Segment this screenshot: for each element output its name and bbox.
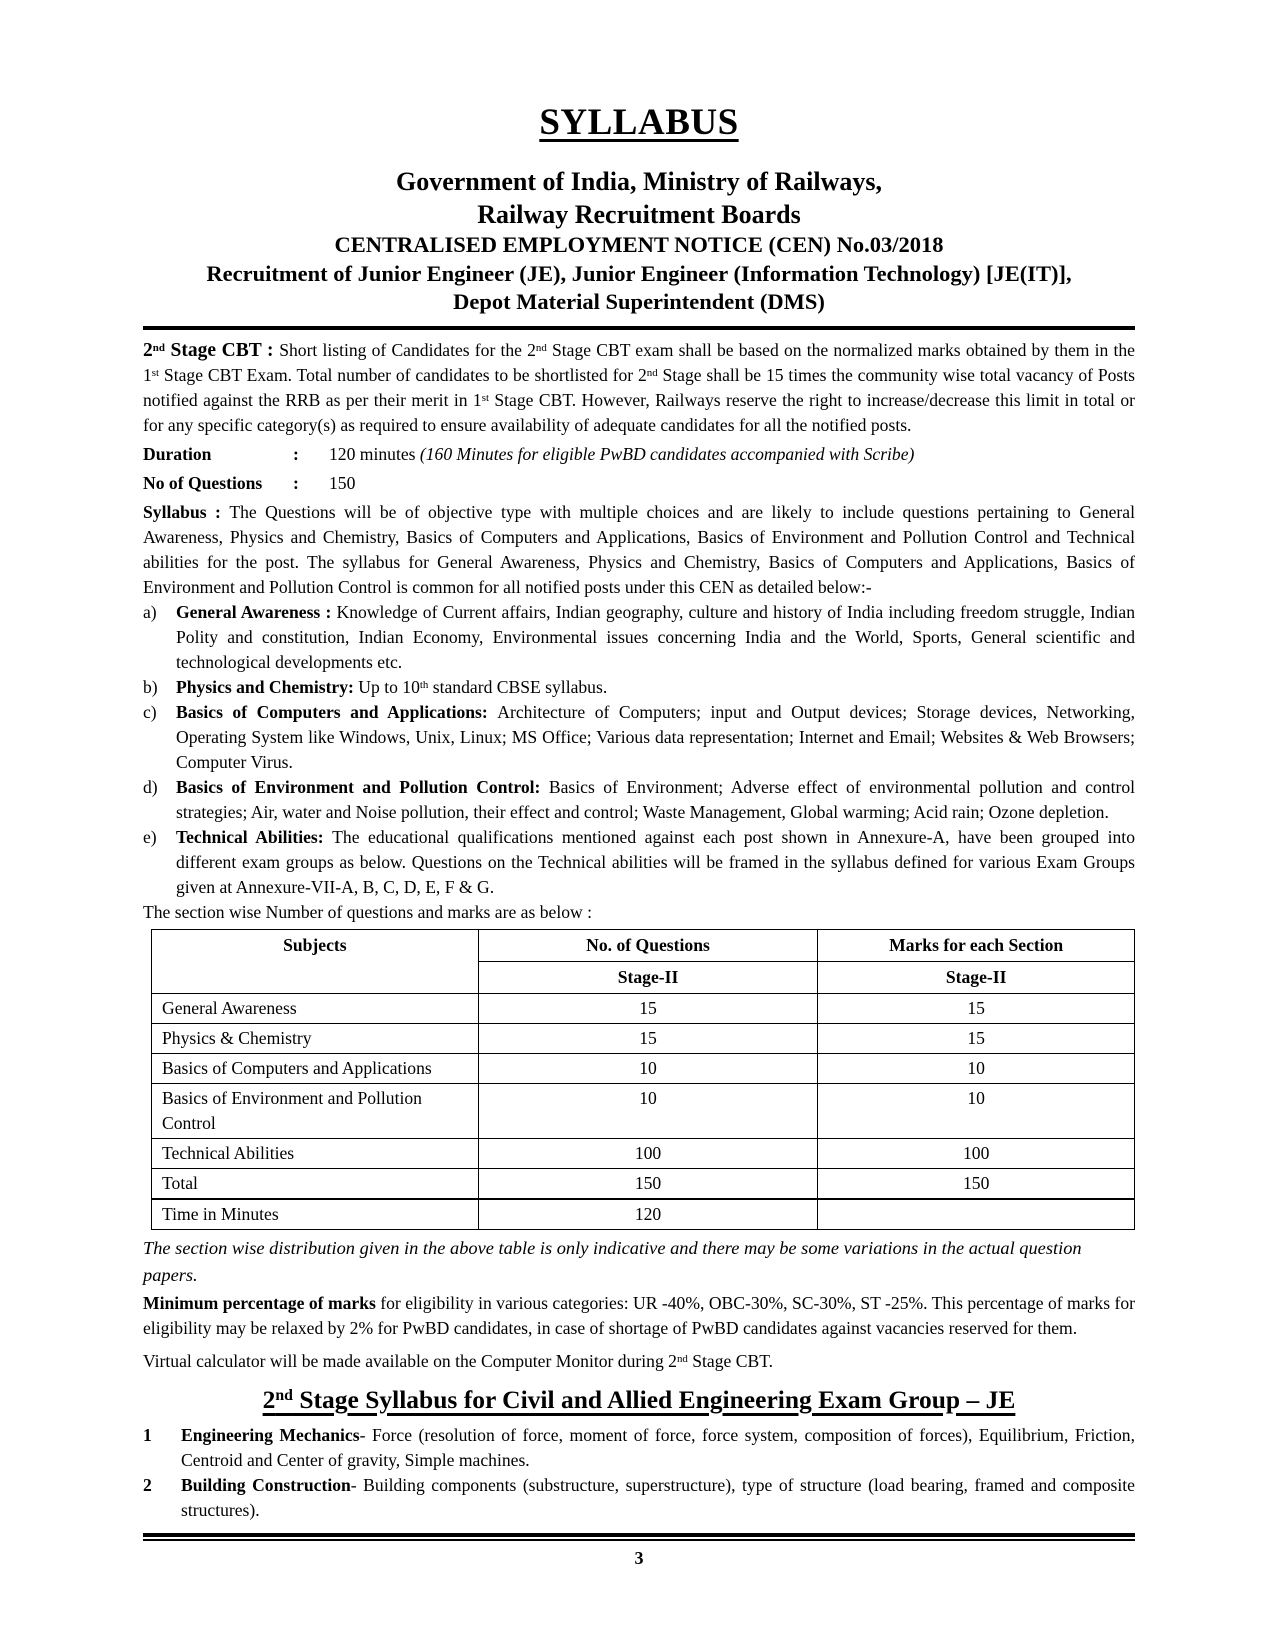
table-row xyxy=(152,1023,1135,1053)
questions-value: 150 xyxy=(329,472,356,493)
value-cell: 10 xyxy=(478,1053,818,1083)
header-line-recruitment: Recruitment of Junior Engineer (JE), Junior Engineer (Information Technology) [JE(IT)], xyxy=(206,260,1072,286)
exam-group-heading xyxy=(143,1383,1135,1416)
table-note: The section wise distribution given in the above table is only indicative and there may be some variations in the actual question papers. xyxy=(143,1237,1082,1285)
header-line-cen: CENTRALISED EMPLOYMENT NOTICE (CEN) No.03/2018 xyxy=(334,232,944,257)
header-line-ministry: Government of India, Ministry of Railways, xyxy=(395,167,883,196)
header-marks: Marks for each Section xyxy=(818,929,1135,961)
numbered-item-1 xyxy=(143,1423,1135,1473)
minimum-marks-paragraph: Minimum percentage of marks for eligibility in various categories: UR -40%, OBC-30%, SC-30%, ST -25%. This percentage of marks for eligibility may be relaxed by 2% for PwBD candidates, in case of shortage of PwBD candidates against vacancies reserved for them. xyxy=(143,1292,1135,1338)
exam-group-heading-text: 2nd Stage Syllabus for Civil and Allied Engineering Exam Group – JE xyxy=(262,1384,1016,1414)
subject-cell: Physics & Chemistry xyxy=(152,1023,479,1053)
value-cell: 100 xyxy=(818,1138,1135,1168)
item-marker: 1 xyxy=(143,1424,152,1445)
table-row xyxy=(152,1138,1135,1168)
calculator-paragraph: Virtual calculator will be made available on the Computer Monitor during 2nd Stage CBT. xyxy=(143,1350,774,1371)
header-divider-rule xyxy=(143,326,1135,330)
lettered-item-d xyxy=(143,775,1135,825)
duration-row xyxy=(143,442,1135,467)
value-cell: 15 xyxy=(478,993,818,1023)
lettered-item-a xyxy=(143,600,1135,675)
document-title: SYLLABUS xyxy=(539,102,739,143)
item-marker: b) xyxy=(143,676,158,697)
page-number: 3 xyxy=(634,1547,644,1568)
page-bottom-rule xyxy=(143,1533,1135,1541)
table-intro: The section wise Number of questions and marks are as below : xyxy=(143,901,593,922)
value-cell: 15 xyxy=(478,1023,818,1053)
subject-cell: Technical Abilities xyxy=(152,1138,479,1168)
item-text: Physics and Chemistry: Up to 10th standard CBSE syllabus. xyxy=(176,676,608,697)
header-subjects: Subjects xyxy=(152,929,479,993)
intro-paragraph: 2nd Stage CBT : Short listing of Candidates for the 2nd Stage CBT exam shall be based on the normalized marks obtained by them in the 1st Stage CBT Exam. Total number of candidates to be shortlisted for 2nd Stage shall be 15 times the community wise total vacancy of Posts notified against the RRB as per their merit in 1st Stage CBT. However, Railways reserve the right to increase/decrease this limit in total or for any specific category(s) as required to ensure availability of adequate candidates for all the notified posts. xyxy=(143,339,1135,435)
value-cell: 150 xyxy=(478,1168,818,1199)
lettered-item-b xyxy=(143,675,1135,700)
subject-cell: Total xyxy=(152,1168,479,1199)
duration-label: Duration xyxy=(143,443,212,464)
item-marker: a) xyxy=(143,601,157,622)
questions-colon: : xyxy=(293,472,299,493)
value-cell: 150 xyxy=(818,1168,1135,1199)
subject-cell: Time in Minutes xyxy=(152,1199,479,1230)
header-line-boards: Railway Recruitment Boards xyxy=(477,200,801,229)
duration-value: 120 minutes (160 Minutes for eligible PwBD candidates accompanied with Scribe) xyxy=(329,443,915,464)
value-cell: 10 xyxy=(818,1083,1135,1138)
table-row xyxy=(152,1083,1135,1138)
item-text: Basics of Environment and Pollution Control: Basics of Environment; Adverse effect of environmental pollution and control strategies; Air, water and Noise pollution, their effect and control; Waste Management, Global warming; Acid rain; Ozone depletion. xyxy=(176,776,1136,822)
questions-label: No of Questions xyxy=(143,472,263,493)
table-header-row xyxy=(152,929,1135,961)
value-cell xyxy=(818,1199,1135,1230)
questions-row xyxy=(143,471,1135,496)
subheader-stage: Stage-II xyxy=(818,961,1135,993)
item-marker: e) xyxy=(143,826,157,847)
lettered-item-c xyxy=(143,700,1135,775)
item-marker: 2 xyxy=(143,1474,152,1495)
item-marker: c) xyxy=(143,701,157,722)
item-text: Basics of Computers and Applications: Architecture of Computers; input and Output devices; Storage devices, Networking, Operating System like Windows, Unix, Linux; MS Office; Various data representation; Internet and Email; Websites & Web Browsers; Computer Virus. xyxy=(176,701,1135,772)
lettered-item-e xyxy=(143,825,1135,900)
value-cell: 100 xyxy=(478,1138,818,1168)
table-row xyxy=(152,993,1135,1023)
item-text: Engineering Mechanics- Force (resolution of force, moment of force, force system, composition of forces), Equilibrium, Friction, Centroid and Center of gravity, Simple machines. xyxy=(181,1424,1136,1470)
table-row xyxy=(152,1168,1135,1199)
header-questions: No. of Questions xyxy=(478,929,818,961)
subject-cell: Basics of Computers and Applications xyxy=(152,1053,479,1083)
duration-colon: : xyxy=(293,443,299,464)
subheader-stage: Stage-II xyxy=(478,961,818,993)
syllabus-paragraph: Syllabus : The Questions will be of objective type with multiple choices and are likely to include questions pertaining to General Awareness, Physics and Chemistry, Basics of Computers and Applications, Basics of Environment and Pollution Control and Technical abilities for the post. The syllabus for General Awareness, Physics and Chemistry, Basics of Computers and Applications, Basics of Environment and Pollution Control is common for all notified posts under this CEN as detailed below:- xyxy=(143,501,1135,597)
table-row xyxy=(152,1053,1135,1083)
value-cell: 15 xyxy=(818,993,1135,1023)
header-line-dms: Depot Material Superintendent (DMS) xyxy=(453,289,825,314)
item-text: General Awareness : Knowledge of Current affairs, Indian geography, culture and history of India including freedom struggle, Indian Polity and constitution, Indian Economy, Environmental issues concerning India and the World, Sports, General scientific and technological developments etc. xyxy=(176,601,1136,672)
table-row xyxy=(152,1199,1135,1230)
value-cell: 120 xyxy=(478,1199,818,1230)
item-text: Building Construction- Building components (substructure, superstructure), type of structure (load bearing, framed and composite structures). xyxy=(181,1474,1135,1520)
value-cell: 10 xyxy=(478,1083,818,1138)
item-text: Technical Abilities: The educational qualifications mentioned against each post shown in Annexure-A, have been grouped into different exam groups as below. Questions on the Technical abilities will be framed in the syllabus defined for various Exam Groups given at Annexure-VII-A, B, C, D, E, F & G. xyxy=(176,826,1135,897)
subject-cell: General Awareness xyxy=(152,993,479,1023)
value-cell: 15 xyxy=(818,1023,1135,1053)
subject-cell: Basics of Environment and Pollution Control xyxy=(152,1083,479,1138)
item-marker: d) xyxy=(143,776,158,797)
marks-table xyxy=(151,929,1135,1230)
numbered-item-2 xyxy=(143,1473,1135,1523)
value-cell: 10 xyxy=(818,1053,1135,1083)
